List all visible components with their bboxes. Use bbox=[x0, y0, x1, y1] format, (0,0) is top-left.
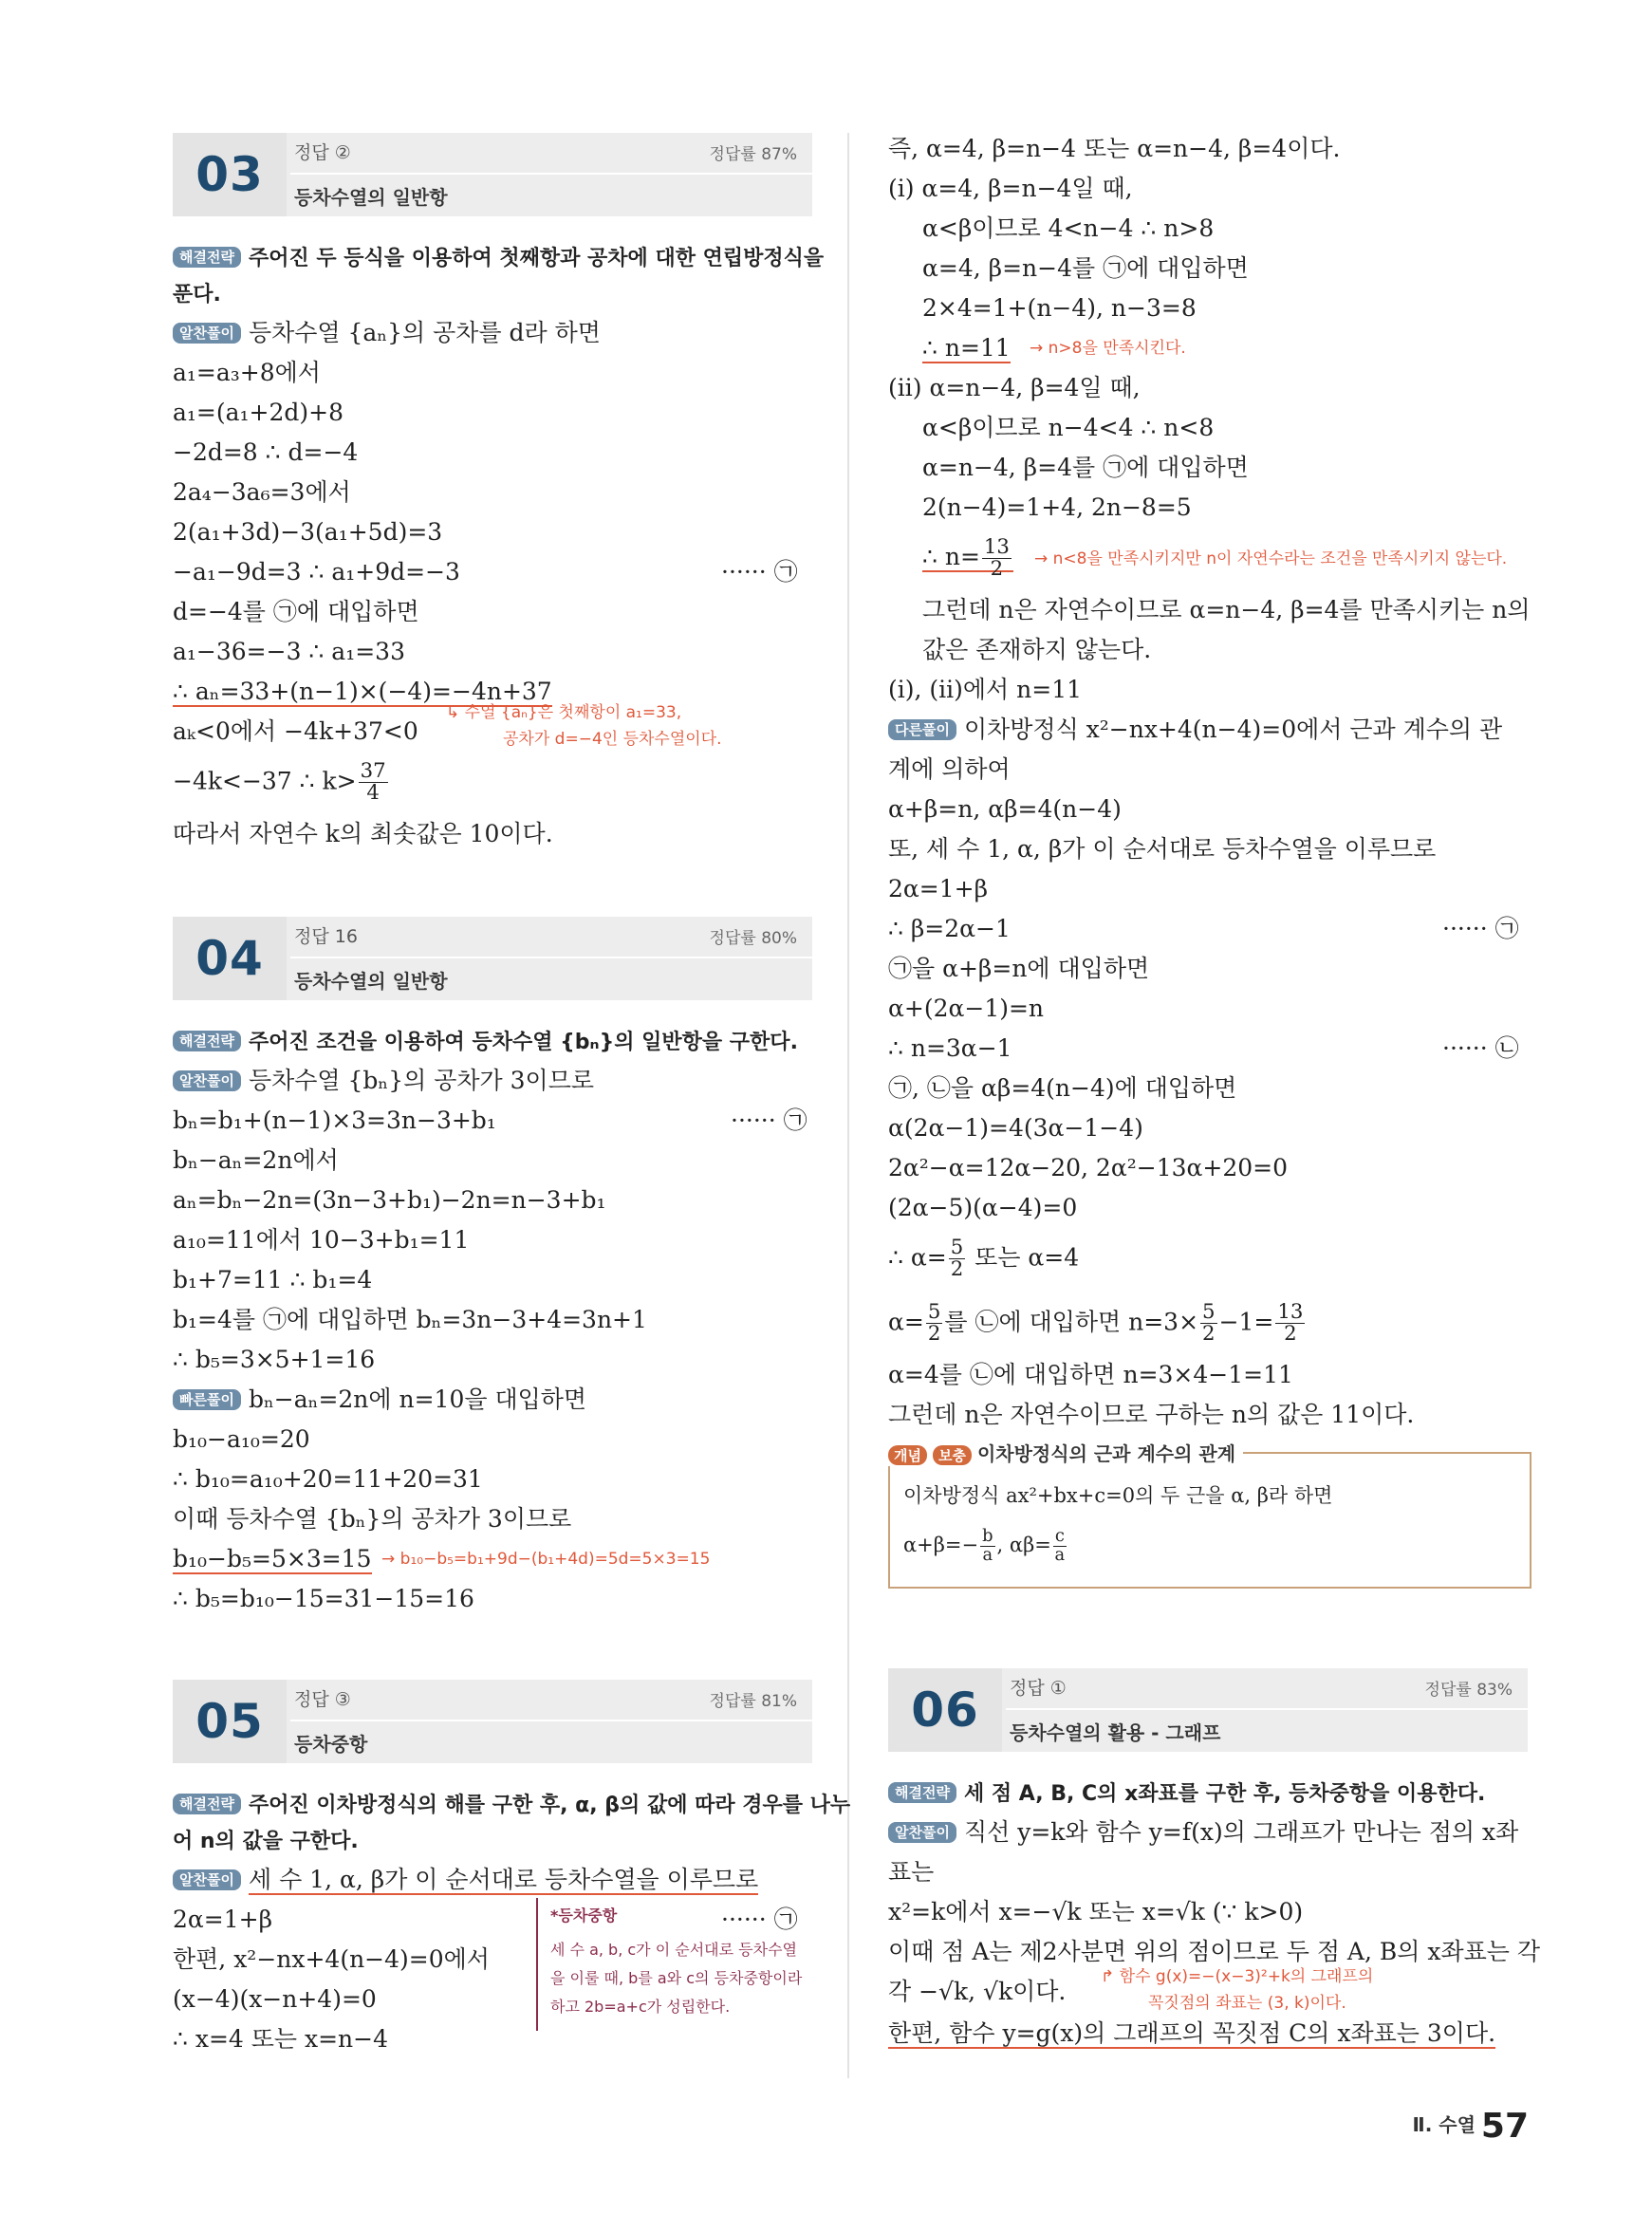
equation-mark: ······ ㉠ bbox=[721, 558, 798, 586]
side-note: → n>8을 만족시킨다. bbox=[1030, 339, 1186, 358]
math-line: 한편, x²−nx+4(n−4)=0에서 bbox=[173, 1945, 490, 1973]
math-line: α<β이므로 4<n−4 ∴ n>8 bbox=[922, 214, 1215, 242]
side-note: ↳ 수열 {aₙ}은 첫째항이 a₁=33, bbox=[446, 703, 682, 722]
strategy-line-2: 푼다. bbox=[173, 283, 221, 307]
correct-rate: 정답률 83% bbox=[1424, 1681, 1513, 1700]
solution-badge: 알찬풀이 bbox=[173, 323, 241, 344]
answer-label: 정답 ③ bbox=[294, 1689, 351, 1710]
math-line: α= $\frac{5}{2}$ 를 ㉡에 대입하면 n=3× $\frac{5}{2}$ −1= $\frac{13}{2}$ bbox=[888, 1300, 1304, 1347]
math-line: 또, 세 수 1, α, β가 이 순서대로 등차수열을 이루므로 bbox=[888, 835, 1437, 863]
math-line: 한편, 함수 y=g(x)의 그래프의 꼭짓점 C의 x좌표는 3이다. bbox=[888, 2019, 1496, 2047]
math-line: ∴ β=2α−1 bbox=[888, 915, 1011, 942]
math-line: 2(n−4)=1+4, 2n−8=5 bbox=[922, 493, 1192, 521]
math-line: α<β이므로 n−4<4 ∴ n<8 bbox=[922, 414, 1215, 441]
math-line: a₁−36=−3 ∴ a₁=33 bbox=[173, 638, 405, 665]
math-line: 2α=1+β bbox=[888, 875, 989, 902]
strategy-badge: 해결전략 bbox=[173, 247, 241, 268]
math-line: 이때 점 A는 제2사분면 위의 점이므로 두 점 A, B의 x좌표는 각 bbox=[888, 1938, 1540, 1965]
math-line: b₁₀−b₅=5×3=15 bbox=[173, 1545, 372, 1572]
math-line: −2d=8 ∴ d=−4 bbox=[173, 438, 359, 466]
math-line: b₁=4를 ㉠에 대입하면 bₙ=3n−3+4=3n+1 bbox=[173, 1306, 647, 1333]
topic-title: 등차수열의 일반항 bbox=[294, 970, 448, 993]
strategy-line: 해결전략 주어진 이차방정식의 해를 구한 후, α, β의 값에 따라 경우를 나누 bbox=[173, 1788, 850, 1822]
strategy-line: 해결전략 주어진 두 등식을 이용하여 첫째항과 공차에 대한 연립방정식을 bbox=[173, 241, 824, 275]
math-line: ∴ b₁₀=a₁₀+20=11+20=31 bbox=[173, 1465, 483, 1493]
concept-line: 이차방정식 ax²+bx+c=0의 두 근을 α, β라 하면 bbox=[903, 1484, 1333, 1507]
side-note: 꼭짓점의 좌표는 (3, k)이다. bbox=[1148, 1994, 1346, 2013]
side-note: 공차가 d=−4인 등차수열이다. bbox=[503, 730, 722, 749]
math-line: 2(a₁+3d)−3(a₁+5d)=3 bbox=[173, 518, 443, 546]
solution-line: 알찬풀이 세 수 1, α, β가 이 순서대로 등차수열을 이루므로 bbox=[173, 1864, 758, 1896]
side-note: → b₁₀−b₅=b₁+9d−(b₁+4d)=5d=5×3=15 bbox=[381, 1550, 711, 1569]
math-line: bₙ=b₁+(n−1)×3=3n−3+b₁ bbox=[173, 1106, 496, 1134]
math-line: 각 −√k, √k이다. bbox=[888, 1978, 1067, 2005]
math-line: (2α−5)(α−4)=0 bbox=[888, 1194, 1078, 1221]
math-line: 이때 등차수열 {bₙ}의 공차가 3이므로 bbox=[173, 1505, 572, 1533]
fraction: $\frac{37}{4}$ bbox=[360, 759, 386, 806]
side-note: ↱ 함수 g(x)=−(x−3)²+k의 그래프의 bbox=[1101, 1967, 1374, 1986]
fast-solution-line: 빠른풀이 bₙ−aₙ=2n에 n=10을 대입하면 bbox=[173, 1384, 586, 1416]
math-line: ∴ n=3α−1 bbox=[888, 1034, 1012, 1062]
solution-line: 알찬풀이 등차수열 {aₙ}의 공차를 d라 하면 bbox=[173, 317, 601, 349]
math-line: x²=k에서 x=−√k 또는 x=√k (∵ k>0) bbox=[888, 1898, 1304, 1925]
answer-label: 정답 16 bbox=[294, 926, 358, 947]
side-note: → n<8을 만족시키지만 n이 자연수라는 조건을 만족시키지 않는다. bbox=[1034, 549, 1508, 568]
solution-line: 알찬풀이 등차수열 {bₙ}의 공차가 3이므로 bbox=[173, 1065, 594, 1097]
equation-mark: ······ ㉠ bbox=[1442, 915, 1519, 942]
problem-04-header bbox=[173, 917, 812, 1000]
math-line: ∴ n= $\frac{13}{2}$ bbox=[922, 537, 1013, 581]
math-line: −4k<−37 ∴ k> $\frac{37}{4}$ bbox=[173, 759, 386, 806]
math-line: ∴ b₅=b₁₀−15=31−15=16 bbox=[173, 1585, 474, 1612]
math-line: bₙ−aₙ=2n에서 bbox=[173, 1146, 339, 1174]
math-line: a₁₀=11에서 10−3+b₁=11 bbox=[173, 1226, 470, 1254]
math-line: α+β=n, αβ=4(n−4) bbox=[888, 795, 1122, 823]
math-line: α=n−4, β=4를 ㉠에 대입하면 bbox=[922, 454, 1249, 481]
math-line: 2α²−α=12α−20, 2α²−13α+20=0 bbox=[888, 1154, 1288, 1181]
math-line: b₁₀−a₁₀=20 bbox=[173, 1425, 310, 1453]
column-divider bbox=[847, 133, 849, 2078]
math-line: 계에 의하여 bbox=[888, 755, 1011, 783]
math-line: (ⅰ), (ⅱ)에서 n=11 bbox=[888, 676, 1083, 703]
math-line: 2a₄−3a₆=3에서 bbox=[173, 478, 351, 506]
problem-06-header bbox=[888, 1668, 1528, 1752]
math-line: ㉠, ㉡을 αβ=4(n−4)에 대입하면 bbox=[888, 1074, 1237, 1102]
note-line: 하고 2b=a+c가 성립한다. bbox=[550, 1998, 731, 2016]
math-line: 표는 bbox=[888, 1858, 935, 1886]
correct-rate: 정답률 80% bbox=[709, 929, 797, 948]
math-line: aₙ=bₙ−2n=(3n−3+b₁)−2n=n−3+b₁ bbox=[173, 1186, 606, 1214]
strategy-line-2: 어 n의 값을 구한다. bbox=[173, 1830, 359, 1853]
problem-03-header bbox=[173, 133, 812, 216]
note-line: 을 이룰 때, b를 a와 c의 등차중항이라 bbox=[550, 1969, 803, 1987]
note-title: *등차중항 bbox=[550, 1906, 618, 1925]
math-line: ∴ n=11 bbox=[922, 334, 1011, 362]
math-line: ∴ x=4 또는 x=n−4 bbox=[173, 2025, 388, 2053]
math-line: (x−4)(x−n+4)=0 bbox=[173, 1985, 377, 2013]
page-number: Ⅱ. 수열 57 bbox=[1412, 2107, 1529, 2146]
math-line: aₖ<0에서 −4k+37<0 bbox=[173, 717, 418, 745]
section-label: Ⅱ. 수열 bbox=[1412, 2113, 1476, 2136]
math-line: α=4, β=n−4를 ㉠에 대입하면 bbox=[922, 254, 1249, 282]
answer-label: 정답 ② bbox=[294, 142, 351, 163]
topic-title: 등차수열의 활용 - 그래프 bbox=[1010, 1721, 1221, 1744]
strategy-line: 해결전략 주어진 조건을 이용하여 등차수열 {bₙ}의 일반항을 구한다. bbox=[173, 1025, 798, 1059]
math-line: a₁=a₃+8에서 bbox=[173, 359, 321, 386]
fraction: $\frac{13}{2}$ bbox=[983, 535, 1010, 582]
strategy-line: 해결전략 세 점 A, B, C의 x좌표를 구한 후, 등차중항을 이용한다. bbox=[888, 1776, 1485, 1811]
equation-mark: ······ ㉠ bbox=[731, 1106, 807, 1134]
math-line: d=−4를 ㉠에 대입하면 bbox=[173, 598, 419, 625]
math-line: 2α=1+β bbox=[173, 1906, 273, 1933]
correct-rate: 정답률 81% bbox=[709, 1692, 797, 1711]
topic-title: 등차수열의 일반항 bbox=[294, 186, 448, 209]
problem-number: 03 bbox=[173, 133, 287, 216]
problem-number: 04 bbox=[173, 917, 287, 1000]
correct-rate: 정답률 87% bbox=[709, 145, 797, 164]
math-line: ∴ aₙ=33+(n−1)×(−4)=−4n+37 bbox=[173, 678, 552, 705]
math-line: −a₁−9d=3 ∴ a₁+9d=−3 bbox=[173, 558, 460, 586]
problem-number: 05 bbox=[173, 1680, 287, 1763]
solution-line: 알찬풀이 직선 y=k와 함수 y=f(x)의 그래프가 만나는 점의 x좌 bbox=[888, 1816, 1518, 1849]
equation-mark: ······ ㉠ bbox=[721, 1906, 798, 1933]
math-line: ∴ b₅=3×5+1=16 bbox=[173, 1346, 376, 1373]
math-line: ∴ α= $\frac{5}{2}$ 또는 α=4 bbox=[888, 1236, 1080, 1282]
answer-label: 정답 ① bbox=[1010, 1678, 1067, 1699]
math-line: (ⅱ) α=n−4, β=4일 때, bbox=[888, 374, 1141, 401]
note-connector bbox=[536, 1898, 538, 2031]
math-line: b₁+7=11 ∴ b₁=4 bbox=[173, 1266, 373, 1293]
concept-title: 개념 보충 이차방정식의 근과 계수의 관계 bbox=[888, 1439, 1243, 1466]
math-line: α+(2α−1)=n bbox=[888, 995, 1045, 1022]
equation-mark: ······ ㉡ bbox=[1442, 1034, 1519, 1062]
topic-title: 등차중항 bbox=[294, 1733, 368, 1756]
math-line: α(2α−1)=4(3α−1−4) bbox=[888, 1114, 1143, 1142]
problem-number: 06 bbox=[888, 1668, 1002, 1752]
math-line: 그런데 n은 자연수이므로 α=n−4, β=4를 만족시키는 n의 bbox=[922, 596, 1531, 623]
problem-05-header bbox=[173, 1680, 812, 1763]
math-line: ㉠을 α+β=n에 대입하면 bbox=[888, 955, 1150, 982]
concept-line: α+β=− $\frac{b}{a}$ , αβ= $\frac{c}{a}$ bbox=[903, 1526, 1066, 1565]
math-line: α=4를 ㉡에 대입하면 n=3×4−1=11 bbox=[888, 1361, 1293, 1388]
math-line: (ⅰ) α=4, β=n−4일 때, bbox=[888, 175, 1133, 202]
other-solution-line: 다른풀이 이차방정식 x²−nx+4(n−4)=0에서 근과 계수의 관 bbox=[888, 714, 1502, 746]
other-badge: 다른풀이 bbox=[888, 719, 956, 740]
math-line: 그런데 n은 자연수이므로 구하는 n의 값은 11이다. bbox=[888, 1401, 1415, 1428]
math-line: 값은 존재하지 않는다. bbox=[922, 636, 1152, 663]
math-line: 따라서 자연수 k의 최솟값은 10이다. bbox=[173, 820, 553, 847]
math-line: a₁=(a₁+2d)+8 bbox=[173, 399, 344, 426]
math-line: 2×4=1+(n−4), n−3=8 bbox=[922, 294, 1197, 322]
concept-box bbox=[888, 1442, 1531, 1589]
math-line: 즉, α=4, β=n−4 또는 α=n−4, β=4이다. bbox=[888, 135, 1341, 162]
note-line: 세 수 a, b, c가 이 순서대로 등차수열 bbox=[550, 1941, 798, 1959]
